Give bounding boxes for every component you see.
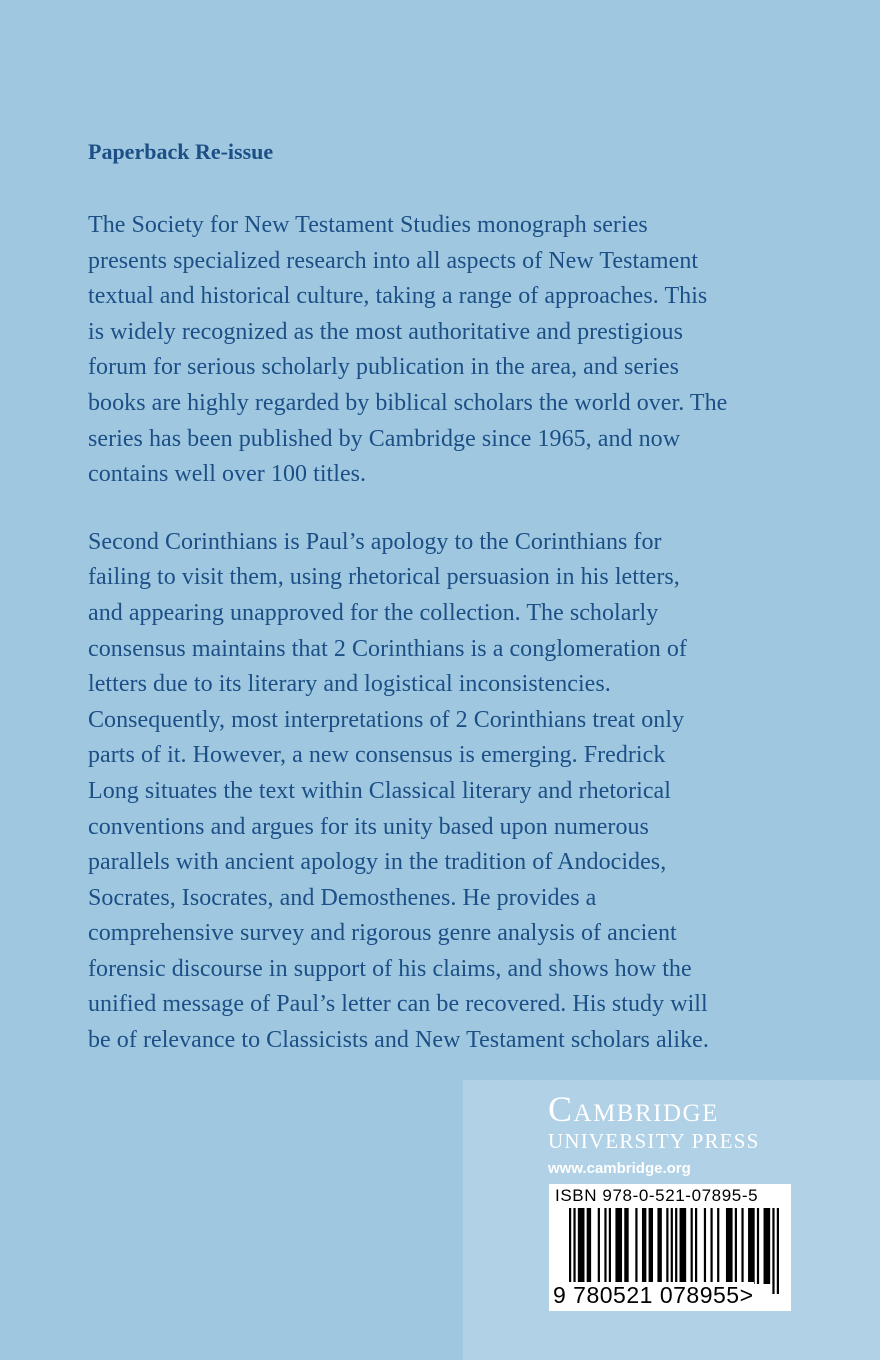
barcode-bar [578, 1208, 585, 1284]
barcode-digits: 9 780521 078955> [553, 1282, 754, 1308]
isbn-barcode-box [549, 1184, 791, 1311]
barcode-bar [710, 1208, 712, 1284]
barcode-bar [604, 1208, 606, 1284]
barcode-bar [598, 1208, 600, 1284]
text-line: be of relevance to Classicists and New Testament scholars alike. [88, 1027, 709, 1054]
barcode-bar [587, 1208, 591, 1284]
barcode-bar [609, 1208, 611, 1284]
text-line: Second Corinthians is Paul’s apology to the Corinthians for [88, 528, 662, 555]
barcode-bar [717, 1208, 719, 1284]
text-line: contains well over 100 titles. [88, 461, 367, 488]
text-line: series has been published by Cambridge since 1965, and now [88, 425, 681, 452]
barcode-bar [624, 1208, 628, 1284]
publisher-logo [548, 1090, 798, 1179]
text-line: Socrates, Isocrates, and Demosthenes. He provides a [88, 884, 597, 911]
book-description [88, 525, 808, 1059]
publisher-subtitle: UNIVERSITY PRESS [548, 1129, 760, 1153]
barcode-bar [680, 1208, 687, 1284]
text-line: books are highly regarded by biblical scholars the world over. The [88, 389, 728, 416]
text-line: consensus maintains that 2 Corinthians is a conglomeration of [88, 635, 687, 662]
publisher-name: Cambridge [548, 1089, 719, 1129]
text-line: Consequently, most interpretations of 2 Corinthians treat only [88, 706, 685, 733]
barcode-bar [777, 1208, 779, 1294]
text-line: parallels with ancient apology in the tradition of Andocides, [88, 849, 667, 876]
barcode-bar [615, 1208, 622, 1284]
barcode-bar [735, 1208, 737, 1284]
text-line: presents specialized research into all aspects of New Testament [88, 247, 699, 274]
barcode-bar [772, 1208, 774, 1294]
barcode-bar [635, 1208, 637, 1284]
barcode-bar [764, 1208, 771, 1284]
barcode-bar [704, 1208, 706, 1284]
text-line: is widely recognized as the most authoritative and prestigious [88, 318, 683, 345]
barcode-bar [757, 1208, 759, 1284]
barcode-bar [691, 1208, 693, 1284]
text-line: comprehensive survey and rigorous genre analysis of ancient [88, 920, 677, 947]
isbn-label: ISBN 978-0-521-07895-5 [555, 1186, 759, 1205]
barcode-bar [666, 1208, 668, 1284]
barcode-bar [748, 1208, 755, 1284]
text-line: conventions and argues for its unity based upon numerous [88, 813, 649, 840]
text-line: and appearing unapproved for the collection. The scholarly [88, 599, 659, 626]
text-line: failing to visit them, using rhetorical persuasion in his letters, [88, 564, 680, 591]
barcode-bar [649, 1208, 653, 1284]
barcode-bar [695, 1208, 697, 1284]
text-line: The Society for New Testament Studies monograph series [88, 212, 648, 238]
barcode-bar [741, 1208, 743, 1284]
text-line: textual and historical culture, taking a range of approaches. This [88, 283, 708, 310]
text-line: parts of it. However, a new consensus is emerging. Fredrick [88, 742, 666, 769]
back-cover-text [88, 136, 808, 1091]
text-line: Long situates the text within Classical literary and rhetorical [88, 777, 671, 804]
section-heading: Paperback Re-issue [88, 139, 274, 164]
barcode-bar [657, 1208, 661, 1284]
series-description [88, 208, 808, 493]
text-line: forum for serious scholarly publication in the area, and series [88, 354, 679, 381]
text-line: letters due to its literary and logistical inconsistencies. [88, 671, 611, 698]
barcode-bar [726, 1208, 733, 1284]
text-line: unified message of Paul’s letter can be recovered. His study will [88, 991, 708, 1018]
text-line: forensic discourse in support of his claims, and shows how the [88, 955, 692, 982]
publisher-website: www.cambridge.org [548, 1160, 691, 1177]
barcode-bar [642, 1208, 646, 1284]
